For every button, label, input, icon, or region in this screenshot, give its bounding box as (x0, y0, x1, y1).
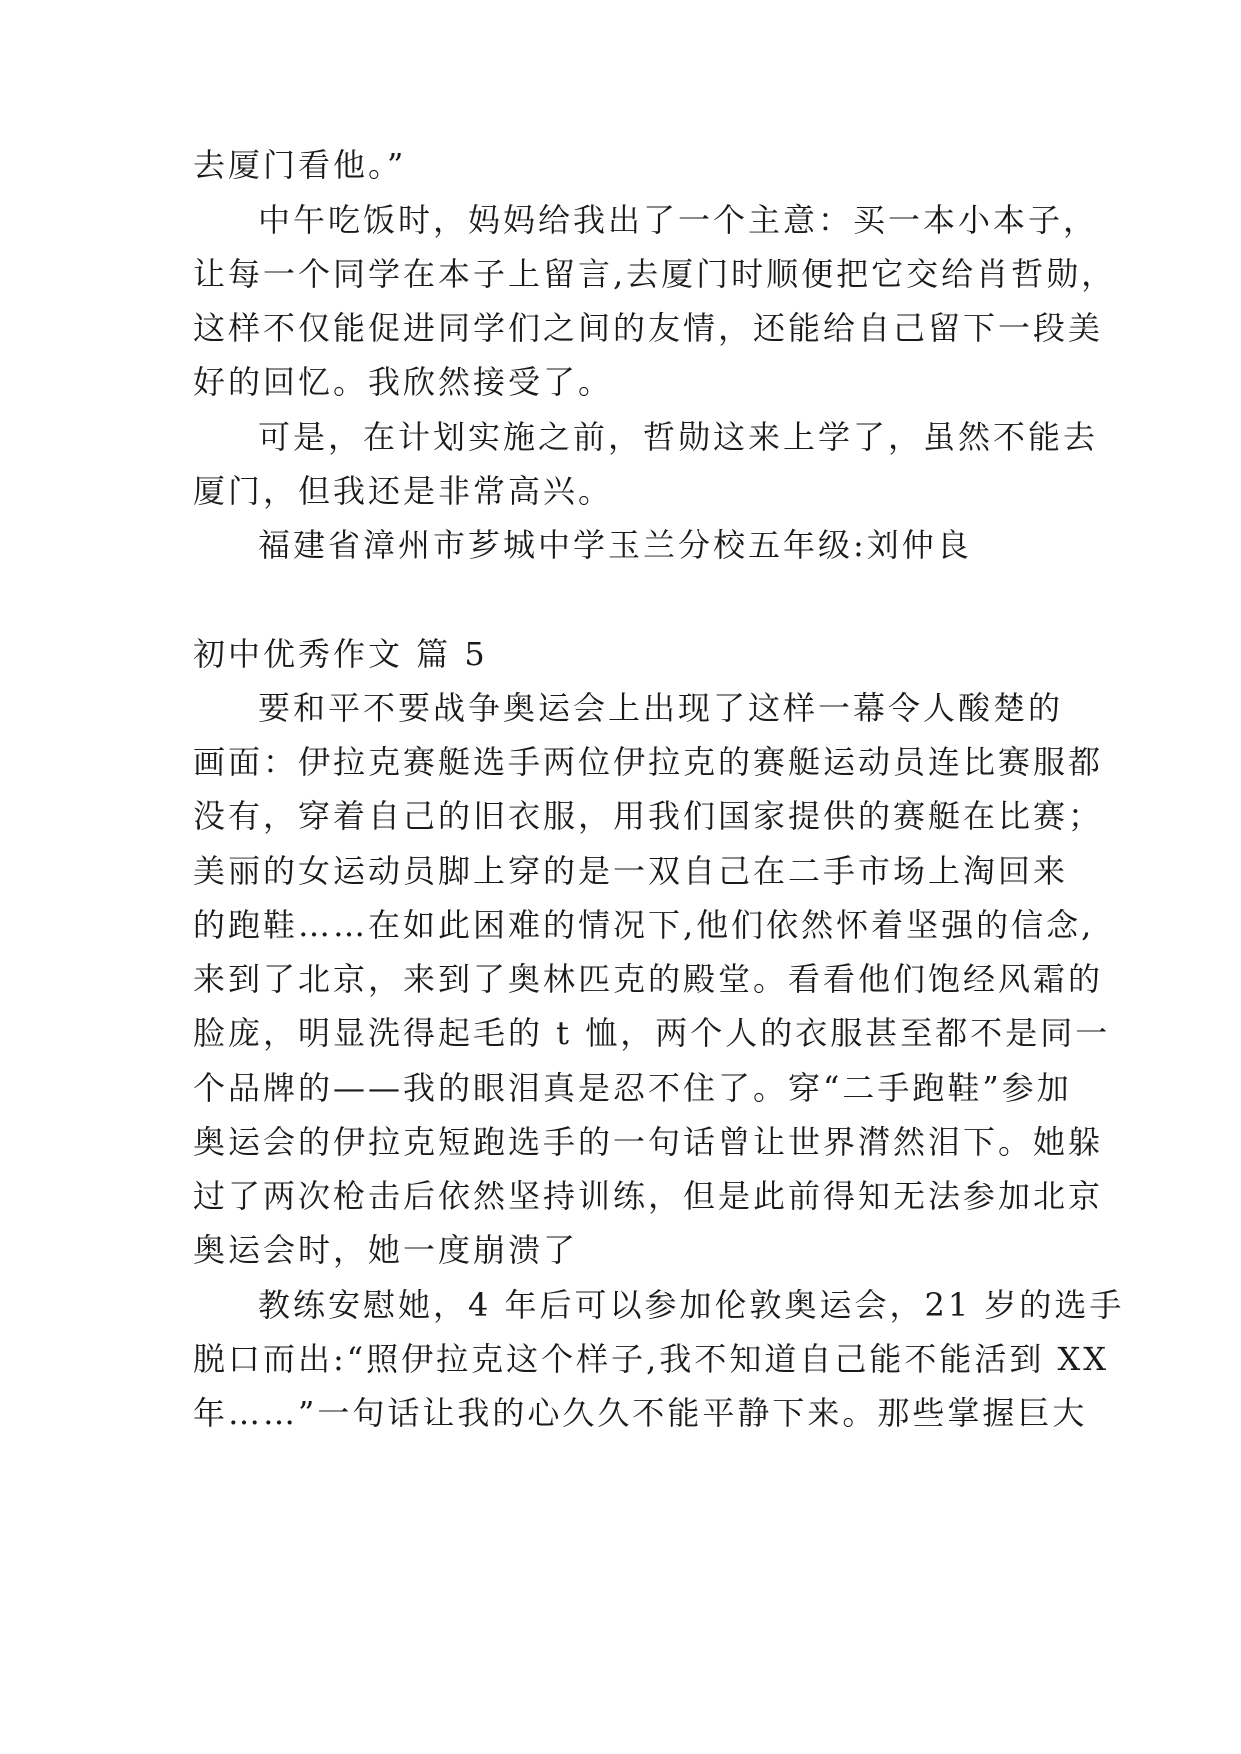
text-line: 要和平不要战争奥运会上出现了这样一幕令人酸楚的 (258, 689, 1064, 727)
text-line: 奥运会时，她一度崩溃了 (193, 1231, 579, 1269)
text-line: 美丽的女运动员脚上穿的是一双自己在二手市场上淘回来 (193, 852, 1069, 890)
text-line: 年……”一句话让我的心久久不能平静下来。那些掌握巨大 (193, 1394, 1088, 1432)
text-line: 教练安慰她，4 年后可以参加伦敦奥运会，21 岁的选手 (258, 1286, 1125, 1324)
text-line: 厦门，但我还是非常高兴。 (193, 472, 614, 510)
text-line: 这样不仅能促进同学们之间的友情，还能给自己留下一段美 (193, 309, 1104, 347)
text-line: 来到了北京，来到了奥林匹克的殿堂。看看他们饱经风霜的 (193, 960, 1104, 998)
text-line: 好的回忆。我欣然接受了。 (193, 363, 614, 401)
text-line: 没有，穿着自己的旧衣服，用我们国家提供的赛艇在比赛； (193, 797, 1104, 835)
author-line: 福建省漳州市芗城中学玉兰分校五年级:刘仲良 (258, 526, 972, 564)
text-line: 的跑鞋……在如此困难的情况下,他们依然怀着坚强的信念, (193, 906, 1095, 944)
text-line: 脱口而出:“照伊拉克这个样子,我不知道自己能不能活到 XX (193, 1340, 1110, 1378)
text-line: 让每一个同学在本子上留言,去厦门时顺便把它交给肖哲勋， (193, 255, 1117, 293)
text-line: 过了两次枪击后依然坚持训练，但是此前得知无法参加北京 (193, 1177, 1104, 1215)
text-line: 奥运会的伊拉克短跑选手的一句话曾让世界潸然泪下。她躲 (193, 1123, 1104, 1161)
text-line: 脸庞，明显洗得起毛的 t 恤，两个人的衣服甚至都不是同一 (193, 1014, 1111, 1052)
section-heading: 初中优秀作文 篇 5 (193, 635, 488, 673)
text-line: 画面：伊拉克赛艇选手两位伊拉克的赛艇运动员连比赛服都 (193, 743, 1104, 781)
text-line: 中午吃饭时，妈妈给我出了一个主意：买一本小本子， (258, 201, 1099, 239)
text-line: 个品牌的——我的眼泪真是忍不住了。穿“二手跑鞋”参加 (193, 1069, 1072, 1107)
text-line: 去厦门看他。” (193, 146, 407, 184)
text-line: 可是，在计划实施之前，哲勋这来上学了，虽然不能去 (258, 418, 1099, 456)
